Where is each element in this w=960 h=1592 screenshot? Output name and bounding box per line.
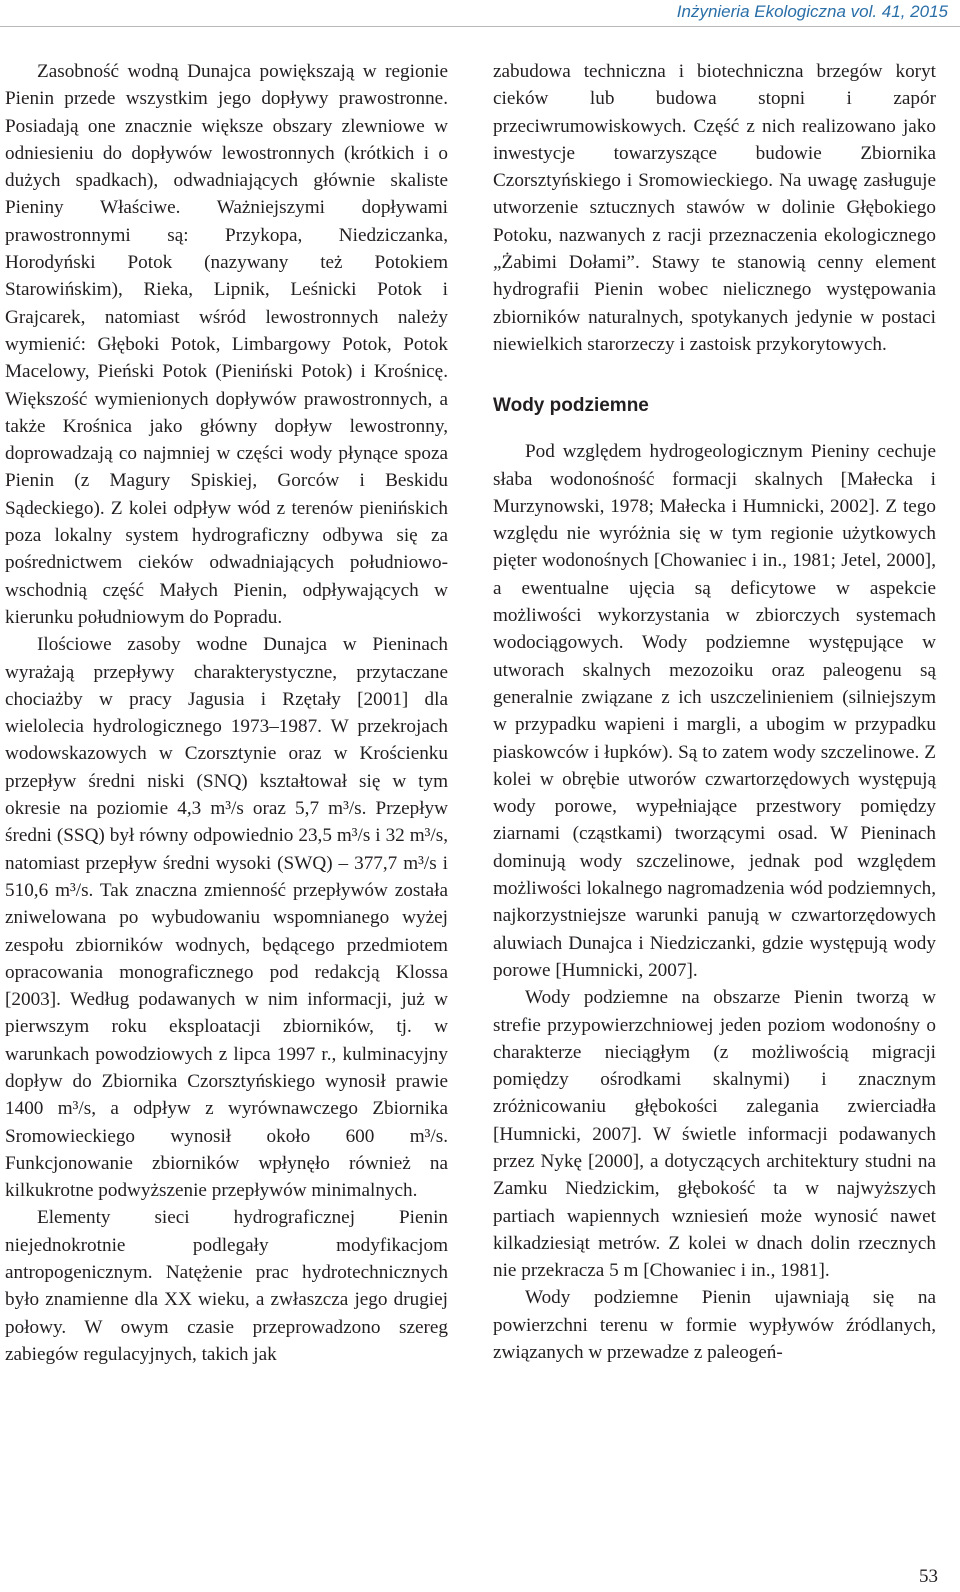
left-column [5,58,448,1368]
paragraph: Pod względem hydrogeologicznym Pieniny cechuje słaba wodonośność formacji skalnych [Małecka i Murzynowski, 1978; Małecka i Humnicki, 2002]. Z tego względu nie wyróżnia się w tym regionie użytkowych pięter wodonośnych [Chowaniec i in., 1981; Jetel, 2000], a ewentualne ujęcia są deficytowe w aspekcie możliwości wykorzystania w zbiorczych systemach wodociągowych. Wody podziemne występujące w utworach skalnych mezozoiku oraz paleogenu są generalnie związane z ich uszczelinieniem (silniejszym w przypadku wapieni i margli, a ubogim w przypadku piaskowców i łupków). Są to zatem wody szczelinowe. Z kolei w obrębie utworów czwartorzędowych występują wody porowe, wypełniające przestwory pomiędzy ziarnami (cząstkami) tworzącymi osad. W Pieninach dominują wody szczelinowe, jednak pod względem możliwości lokalnego nagromadzenia wód podziemnych, najkorzystniejsze warunki panują w czwartorzędowych aluwiach Dunajca i Niedziczanki, gdzie występują wody porowe [Humnicki, 2007]. [493,441,936,981]
paragraph-continuation: zabudowa techniczna i biotechniczna brzegów koryt cieków lub budowa stopni i zapór przeciwrumowiskowych. Część z nich realizowano jako inwestycje towarzyszące budowie Zbiornika Czorsztyńskiego i Sromowieckiego. Na uwagę zasługuje utworzenie sztucznych stawów w dolinie Głębokiego Potoku, nazwanych z racji przeznaczenia ekologicznego „Żabimi Dołami”. Stawy te stanowią cenny element hydrografii Pienin wobec nielicznego występowania zbiorników naturalnych, spotykanych jedynie w postaci niewielkich starorzeczy i zastoisk przykorytowych. [493,61,936,355]
paragraph: Wody podziemne Pienin ujawniają się na powierzchni terenu w formie wypływów źródlanych, związanych w przewadze z paleogeń- [493,1287,936,1364]
right-column [493,58,936,1366]
paragraph: Wody podziemne na obszarze Pienin tworzą w strefie przypowierzchniowej jeden poziom wodonośny o charakterze nieciągłym (z możliwością migracji pomiędzy ośrodkami skalnymi) i znacznym zróżnicowaniu głębokości zalegania zwierciadła [Humnicki, 2007]. W świetle informacji podawanych przez Nykę [2000], a dotyczących architektury studni na Zamku Niedzickim, głębokość ta w najwyższych partiach wapiennych wzniesień może wynosić nawet kilkadziesiąt metrów. Z kolei w dnach dolin rzecznych nie przekracza 5 m [Chowaniec i in., 1981]. [493,987,936,1282]
paragraph: Elementy sieci hydrograficznej Pienin niejednokrotnie podlegały modyfikacjom antropogenicznym. Natężenie prac hydrotechnicznych było znamienne dla XX wieku, a zwłaszcza jego drugiej połowy. W owym czasie przeprowadzono szereg zabiegów regulacyjnych, takich jak [5,1207,448,1365]
header-divider [0,26,960,27]
paragraph: Ilościowe zasoby wodne Dunajca w Pieninach wyrażają przepływy charakterystyczne, przytaczane chociażby w pracy Jagusia i Rzętały [2001] dla wielolecia hydrologicznego 1973–1987. W przekrojach wodowskazowych w Czorsztynie oraz w Krościenku przepływ średni niski (SNQ) kształtował się w tym okresie na poziomie 4,3 m³/s oraz 5,7 m³/s. Przepływ średni (SSQ) był równy odpowiednio 23,5 m³/s i 32 m³/s, natomiast przepływ średni wysoki (SWQ) – 377,7 m³/s i 510,6 m³/s. Tak znaczna zmienność przepływów została zniwelowana po wybudowaniu wspomnianego wyżej zespołu zbiorników wodnych, będącego przedmiotem opracowania monograficznego pod redakcją Klossa [2003]. Według podawanych w nim informacji, już w pierwszym roku eksploatacji zbiorników, tj. w warunkach powodziowych z lipca 1997 r., kulminacyjny dopływ do Zbiornika Czorsztyńskiego wynosił prawie 1400 m³/s, a odpływ z wyrównawczego Zbiornika Sromowieckiego wynosił około 600 m³/s. Funkcjonowanie zbiorników wpłynęło również na kilkukrotne podwyższenie przepływów minimalnych. [5,634,448,1202]
journal-header: Inżynieria Ekologiczna vol. 41, 2015 [676,2,948,21]
page-number: 53 [919,1566,938,1587]
section-heading: Wody podziemne [493,395,649,417]
paragraph: Zasobność wodną Dunajca powiększają w regionie Pienin przede wszystkim jego dopływy prawostronne. Posiadają one znacznie większe obszary zlewniowe w odniesieniu do dopływów lewostronnych (krótkich i o dużych spadkach), odwadniających głównie skaliste Pieniny Właściwe. Ważniejszymi dopływami prawostronnymi są: Przykopa, Niedziczanka, Horodyński Potok (nazywany też Potokiem Starowińskim), Rieka, Lipnik, Leśnicki Potok i Grajcarek, natomiast wśród lewostronnych należy wymienić: Głęboki Potok, Limbargowy Potok, Potok Macelowy, Pieński Potok (Pieniński Potok) i Krośnicę. Większość wymienionych dopływów prawostronnych, a także Krośnica jako główny dopływ lewostronny, doprowadzają co najmniej w części wody płynące spoza Pienin (z Magury Spiskiej, Gorców i Beskidu Sądeckiego). Z kolei odpływ wód z terenów pienińskich poza lokalny system hydrograficzny odbywa się za pośrednictwem cieków odwadniających południowo-wschodnią część Małych Pienin, odpływających w kierunku południowym do Popradu. [5,61,448,628]
